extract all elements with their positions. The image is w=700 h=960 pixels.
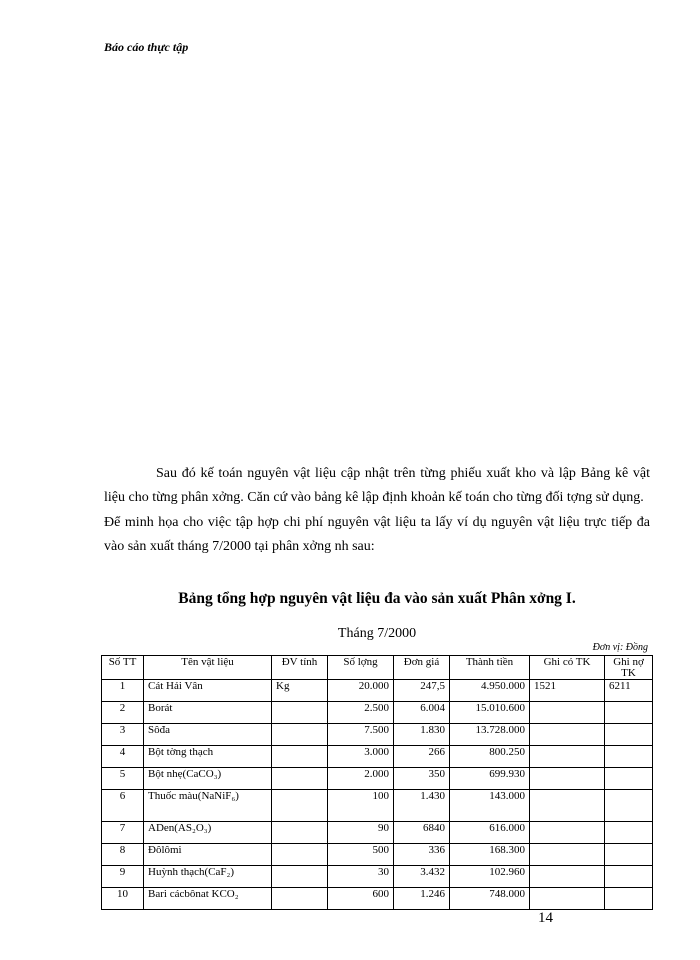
table-row bbox=[102, 702, 653, 724]
cell-quantity: 20.000 bbox=[328, 680, 394, 702]
cell-quantity: 30 bbox=[328, 866, 394, 888]
cell-debit bbox=[605, 724, 653, 746]
cell-amount: 800.250 bbox=[450, 746, 530, 768]
cell-stt: 5 bbox=[102, 768, 144, 790]
cell-price: 6840 bbox=[394, 822, 450, 844]
table-row bbox=[102, 822, 653, 844]
cell-debit bbox=[605, 888, 653, 910]
cell-unit bbox=[272, 768, 328, 790]
cell-debit bbox=[605, 844, 653, 866]
cell-unit bbox=[272, 790, 328, 822]
table-title: Bảng tổng hợp nguyên vật liệu đa vào sản xuất Phân xởng I. bbox=[178, 590, 576, 607]
cell-stt: 10 bbox=[102, 888, 144, 910]
cell-stt: 2 bbox=[102, 702, 144, 724]
cell-price: 336 bbox=[394, 844, 450, 866]
currency-unit: Đơn vị: Đồng bbox=[592, 642, 648, 653]
cell-price: 266 bbox=[394, 746, 450, 768]
table-row bbox=[102, 844, 653, 866]
col-header-stt: Số TT bbox=[102, 656, 144, 680]
cell-debit: 6211 bbox=[605, 680, 653, 702]
cell-unit bbox=[272, 866, 328, 888]
cell-unit bbox=[272, 746, 328, 768]
page-number: 14 bbox=[538, 910, 553, 926]
cell-quantity: 2.000 bbox=[328, 768, 394, 790]
cell-debit bbox=[605, 822, 653, 844]
cell-unit bbox=[272, 822, 328, 844]
table-row bbox=[102, 790, 653, 822]
cell-quantity: 500 bbox=[328, 844, 394, 866]
cell-name: Sôđa bbox=[144, 724, 272, 746]
cell-credit bbox=[530, 844, 605, 866]
cell-amount: 616.000 bbox=[450, 822, 530, 844]
cell-name: Bari cácbônat KCO₂ bbox=[144, 888, 272, 910]
cell-price: 1.830 bbox=[394, 724, 450, 746]
cell-name: Bột nhẹ(CaCO₃) bbox=[144, 768, 272, 790]
table-row bbox=[102, 888, 653, 910]
table-row bbox=[102, 724, 653, 746]
cell-credit bbox=[530, 768, 605, 790]
cell-name: Đôlômi bbox=[144, 844, 272, 866]
cell-quantity: 2.500 bbox=[328, 702, 394, 724]
cell-credit bbox=[530, 746, 605, 768]
cell-amount: 13.728.000 bbox=[450, 724, 530, 746]
cell-credit: 1521 bbox=[530, 680, 605, 702]
table-header-row bbox=[102, 656, 653, 680]
cell-unit bbox=[272, 702, 328, 724]
cell-stt: 4 bbox=[102, 746, 144, 768]
paragraph-2: Để minh họa cho việc tập hợp chi phí nguyên vật liệu ta lấy ví dụ nguyên vật liệu trực tiếp đa vào sản xuất tháng 7/2000 tại phân xởng nh sau: bbox=[104, 515, 650, 554]
col-header-unit: ĐV tính bbox=[272, 656, 328, 680]
cell-quantity: 7.500 bbox=[328, 724, 394, 746]
col-header-price: Đơn giá bbox=[394, 656, 450, 680]
cell-price: 1.430 bbox=[394, 790, 450, 822]
cell-credit bbox=[530, 724, 605, 746]
cell-debit bbox=[605, 746, 653, 768]
cell-name: Huỳnh thạch(CaF₂) bbox=[144, 866, 272, 888]
col-header-credit: Ghi có TK bbox=[530, 656, 605, 680]
cell-credit bbox=[530, 866, 605, 888]
table-month: Tháng 7/2000 bbox=[337, 626, 417, 641]
cell-amount: 4.950.000 bbox=[450, 680, 530, 702]
cell-name: Borát bbox=[144, 702, 272, 724]
cell-unit bbox=[272, 888, 328, 910]
cell-unit bbox=[272, 724, 328, 746]
cell-price: 247,5 bbox=[394, 680, 450, 702]
cell-unit: Kg bbox=[272, 680, 328, 702]
body-text bbox=[104, 462, 650, 558]
cell-stt: 3 bbox=[102, 724, 144, 746]
cell-quantity: 90 bbox=[328, 822, 394, 844]
cell-amount: 748.000 bbox=[450, 888, 530, 910]
cell-price: 350 bbox=[394, 768, 450, 790]
cell-stt: 9 bbox=[102, 866, 144, 888]
cell-stt: 1 bbox=[102, 680, 144, 702]
table-row bbox=[102, 680, 653, 702]
cell-quantity: 100 bbox=[328, 790, 394, 822]
cell-amount: 699.930 bbox=[450, 768, 530, 790]
cell-unit bbox=[272, 844, 328, 866]
document-header: Báo cáo thực tập bbox=[104, 40, 189, 54]
cell-amount: 102.960 bbox=[450, 866, 530, 888]
cell-amount: 15.010.600 bbox=[450, 702, 530, 724]
col-header-amount: Thành tiền bbox=[450, 656, 530, 680]
cell-name: ADen(AS₂O₃) bbox=[144, 822, 272, 844]
cell-price: 3.432 bbox=[394, 866, 450, 888]
cell-debit bbox=[605, 790, 653, 822]
cell-credit bbox=[530, 702, 605, 724]
cell-debit bbox=[605, 702, 653, 724]
table-row bbox=[102, 866, 653, 888]
cell-price: 1.246 bbox=[394, 888, 450, 910]
table-row bbox=[102, 746, 653, 768]
col-header-debit: Ghi nợ TK bbox=[605, 656, 653, 680]
col-header-quantity: Số lợng bbox=[328, 656, 394, 680]
cell-name: Cát Hải Vân bbox=[144, 680, 272, 702]
cell-credit bbox=[530, 790, 605, 822]
cell-amount: 143.000 bbox=[450, 790, 530, 822]
cell-credit bbox=[530, 888, 605, 910]
cell-amount: 168.300 bbox=[450, 844, 530, 866]
cell-stt: 6 bbox=[102, 790, 144, 822]
cell-quantity: 600 bbox=[328, 888, 394, 910]
cell-quantity: 3.000 bbox=[328, 746, 394, 768]
cell-stt: 8 bbox=[102, 844, 144, 866]
cell-price: 6.004 bbox=[394, 702, 450, 724]
cell-debit bbox=[605, 866, 653, 888]
col-header-name: Tên vật liệu bbox=[144, 656, 272, 680]
table-row bbox=[102, 768, 653, 790]
paragraph-1: Sau đó kế toán nguyên vật liệu cập nhật trên từng phiếu xuất kho và lập Bảng kê vật liệu cho từng phân xởng. Căn cứ vào bảng kê lập định khoản kế toán cho từng đối tợng sử dụng. bbox=[104, 466, 650, 505]
cell-stt: 7 bbox=[102, 822, 144, 844]
cell-debit bbox=[605, 768, 653, 790]
cell-name: Thuốc màu(NaNiF₆) bbox=[144, 790, 272, 822]
cell-name: Bột tờng thạch bbox=[144, 746, 272, 768]
materials-table bbox=[101, 655, 653, 910]
cell-credit bbox=[530, 822, 605, 844]
